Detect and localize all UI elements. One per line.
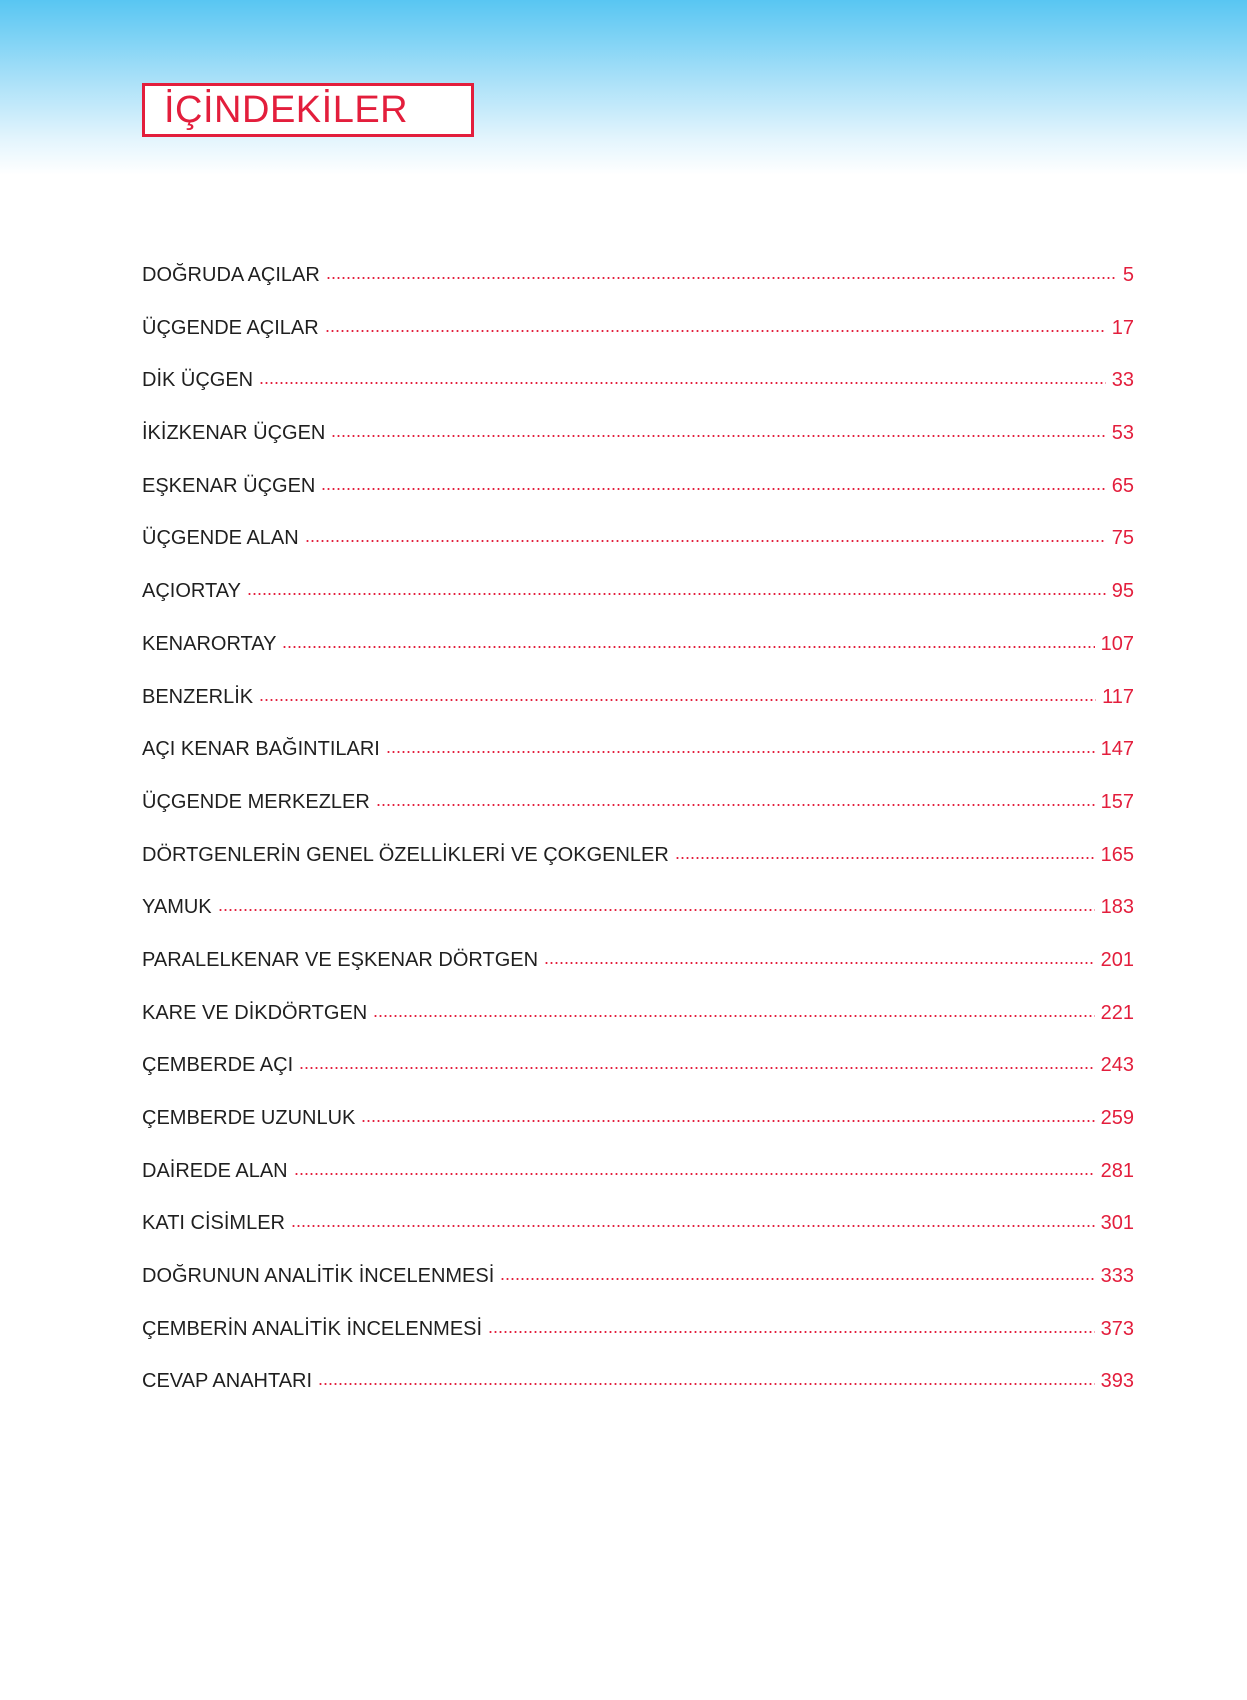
- toc-entry-page-number: 281: [1100, 1159, 1134, 1182]
- toc-entry-page-number: 33: [1111, 369, 1134, 392]
- toc-entry[interactable]: [142, 1265, 1134, 1318]
- toc-entry[interactable]: [142, 317, 1134, 370]
- toc-entry-label: BENZERLİK: [142, 685, 254, 708]
- toc-entry-label: KARE VE DİKDÖRTGEN: [142, 1001, 368, 1024]
- dot-leader: [305, 540, 1106, 542]
- dot-leader: [218, 909, 1095, 911]
- toc-entry-page-number: 157: [1100, 790, 1134, 813]
- toc-entry-label: PARALELKENAR VE EŞKENAR DÖRTGEN: [142, 948, 539, 971]
- dot-leader: [259, 382, 1106, 384]
- toc-entry[interactable]: [142, 896, 1134, 949]
- toc-entry-label: KENARORTAY: [142, 632, 277, 655]
- toc-entry-page-number: 17: [1111, 316, 1134, 339]
- toc-entry-label: AÇI KENAR BAĞINTILARI: [142, 738, 380, 761]
- toc-entry[interactable]: [142, 844, 1134, 897]
- toc-entry-label: İKİZKENAR ÜÇGEN: [142, 422, 326, 445]
- dot-leader: [361, 1120, 1094, 1122]
- dot-leader: [488, 1331, 1095, 1333]
- toc-entry-page-number: 333: [1100, 1265, 1134, 1288]
- toc-entry[interactable]: [142, 1160, 1134, 1213]
- dot-leader: [373, 1015, 1094, 1017]
- toc-entry-page-number: 75: [1111, 527, 1134, 550]
- toc-entry-label: AÇIORTAY: [142, 580, 241, 603]
- toc-entry-label: ÜÇGENDE ALAN: [142, 527, 299, 550]
- toc-entry[interactable]: [142, 1054, 1134, 1107]
- toc-entry-page-number: 259: [1100, 1107, 1134, 1129]
- toc-entry-page-number: 373: [1100, 1317, 1134, 1340]
- dot-leader: [318, 1383, 1095, 1385]
- toc-entry-page-number: 201: [1100, 948, 1134, 971]
- toc-entry[interactable]: [142, 1002, 1134, 1055]
- toc-entry-label: EŞKENAR ÜÇGEN: [142, 474, 316, 497]
- toc-entry-label: ÜÇGENDE MERKEZLER: [142, 790, 370, 813]
- dot-leader: [321, 488, 1105, 490]
- toc-entry-page-number: 165: [1100, 843, 1134, 866]
- toc-entry-label: CEVAP ANAHTARI: [142, 1370, 313, 1393]
- toc-entry-page-number: 53: [1111, 422, 1134, 445]
- dot-leader: [299, 1067, 1094, 1069]
- dot-leader: [675, 857, 1095, 859]
- toc-entry[interactable]: [142, 264, 1134, 317]
- dot-leader: [386, 751, 1095, 753]
- toc-entry-label: DOĞRUNUN ANALİTİK İNCELENMESİ: [142, 1265, 495, 1288]
- toc-entry[interactable]: [142, 580, 1134, 633]
- toc-entry-page-number: 117: [1102, 685, 1134, 708]
- toc-entry[interactable]: [142, 1318, 1134, 1371]
- dot-leader: [326, 277, 1116, 279]
- dot-leader: [544, 962, 1095, 964]
- toc-entry-page-number: 65: [1111, 474, 1134, 497]
- toc-entry[interactable]: [142, 1212, 1134, 1265]
- dot-leader: [500, 1278, 1094, 1280]
- toc-entry[interactable]: [142, 1107, 1134, 1160]
- dot-leader: [325, 330, 1106, 332]
- toc-entry-page-number: 183: [1100, 896, 1134, 919]
- dot-leader: [247, 593, 1106, 595]
- toc-entry-label: ÇEMBERDE UZUNLUK: [142, 1107, 356, 1129]
- toc-entry-page-number: 95: [1111, 580, 1134, 603]
- toc-entry-label: ÇEMBERDE AÇI: [142, 1054, 294, 1077]
- toc-entry-label: YAMUK: [142, 896, 212, 919]
- toc-entry-label: DAİREDE ALAN: [142, 1159, 288, 1182]
- toc-entry[interactable]: [142, 686, 1134, 739]
- toc-entry-label: ÜÇGENDE AÇILAR: [142, 316, 319, 339]
- toc-entry-label: DÖRTGENLERİN GENEL ÖZELLİKLERİ VE ÇOKGENLER: [142, 843, 669, 866]
- toc-entry[interactable]: [142, 738, 1134, 791]
- page-title: İÇİNDEKİLER: [164, 89, 409, 131]
- toc-entry[interactable]: [142, 475, 1134, 528]
- toc-entry[interactable]: [142, 949, 1134, 1002]
- toc-entry[interactable]: [142, 1370, 1134, 1423]
- toc-entry-page-number: 301: [1100, 1212, 1134, 1235]
- toc-entry-page-number: 147: [1100, 738, 1134, 761]
- toc-entry-page-number: 5: [1122, 264, 1134, 286]
- toc-entry-label: DİK ÜÇGEN: [142, 369, 254, 392]
- toc-entry[interactable]: [142, 791, 1134, 844]
- toc-entry-label: KATI CİSİMLER: [142, 1212, 285, 1235]
- toc-entry-label: DOĞRUDA AÇILAR: [142, 264, 320, 286]
- toc-entry[interactable]: [142, 422, 1134, 475]
- dot-leader: [282, 646, 1094, 648]
- toc-entry-page-number: 243: [1100, 1054, 1134, 1077]
- title-box: [142, 83, 474, 137]
- table-of-contents: [142, 264, 1134, 1423]
- dot-leader: [376, 804, 1095, 806]
- toc-entry-page-number: 107: [1100, 632, 1134, 655]
- toc-entry[interactable]: [142, 369, 1134, 422]
- toc-entry[interactable]: [142, 633, 1134, 686]
- dot-leader: [294, 1173, 1095, 1175]
- dot-leader: [331, 435, 1105, 437]
- toc-entry-label: ÇEMBERİN ANALİTİK İNCELENMESİ: [142, 1317, 483, 1340]
- dot-leader: [291, 1225, 1095, 1227]
- toc-entry-page-number: 393: [1100, 1370, 1134, 1393]
- toc-entry[interactable]: [142, 527, 1134, 580]
- toc-entry-page-number: 221: [1100, 1001, 1134, 1024]
- dot-leader: [259, 699, 1096, 701]
